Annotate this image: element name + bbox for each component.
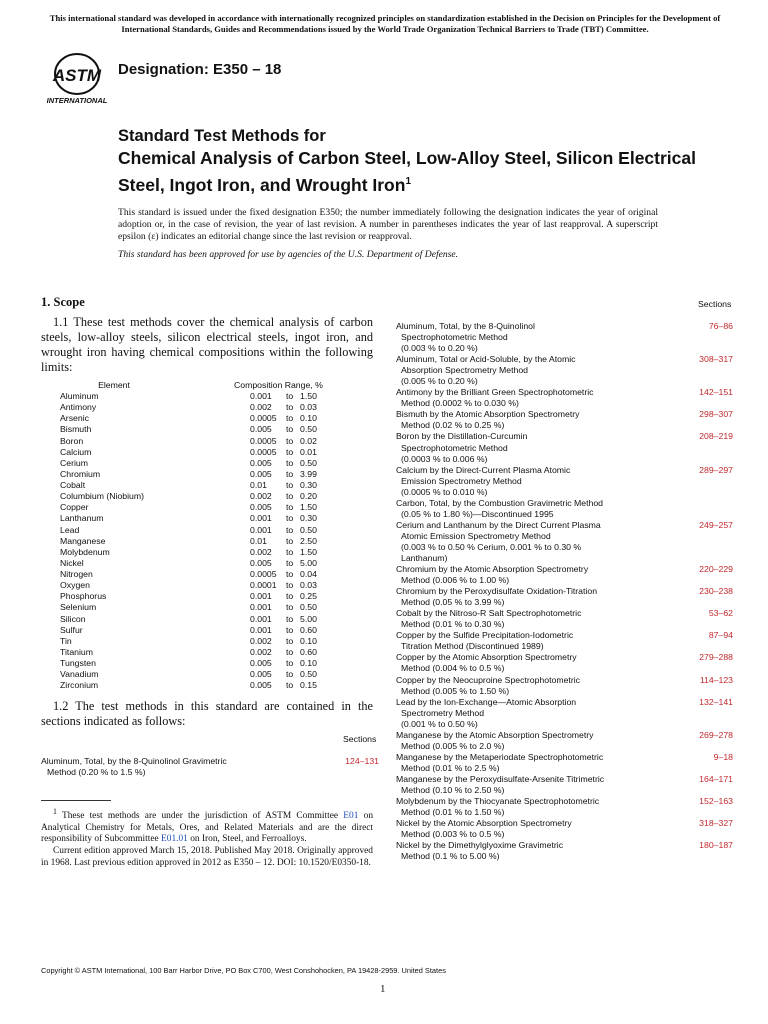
section-entry-line: Method (0.01 % to 0.30 %): [401, 619, 505, 630]
range-low: 0.001: [250, 591, 272, 602]
section-range-link[interactable]: 114–123: [699, 674, 733, 685]
section-entry: [396, 498, 733, 520]
committee-link[interactable]: E01: [343, 811, 359, 822]
composition-row: [60, 680, 350, 691]
range-high: 0.03: [300, 402, 317, 413]
range-to: to: [286, 413, 294, 424]
section-entry-line: Chromium by the Atomic Absorption Spectrometry: [396, 564, 589, 575]
range-low: 0.0005: [250, 413, 277, 424]
range-high: 0.04: [300, 569, 317, 579]
section-entry-line: Manganese by the Peroxydisulfate-Arsenite Titrimetric: [396, 773, 605, 784]
section-entry-line: Method (0.01 % to 1.50 %): [401, 807, 505, 818]
composition-row: [60, 424, 350, 435]
section-entry-line: Titration Method (Discontinued 1989): [401, 641, 544, 652]
element-name: Cerium: [60, 457, 88, 468]
footnote-text: on Analytical Chemistry for Metals, Ores, and Related Materials and are the direct responsibility of Subcommittee: [41, 811, 374, 845]
element-name: Nitrogen: [60, 569, 93, 579]
section-entry-text: [396, 431, 666, 464]
section-entry-line: (0.0005 % to 0.010 %): [401, 486, 488, 497]
composition-row: [60, 513, 350, 524]
footnote-edition: [41, 846, 373, 869]
section-entry-text: [396, 630, 666, 652]
section-entry-line: Aluminum, Total or Acid-Soluble, by the Atomic: [396, 354, 576, 365]
range-high: 0.10: [300, 413, 317, 424]
range-high: 1.50: [300, 502, 317, 513]
section-range-link[interactable]: 152–163: [699, 796, 733, 807]
element-name: Sulfur: [60, 624, 83, 635]
element-name: Copper: [60, 502, 89, 513]
section-entry-line: Method (0.01 % to 2.5 %): [401, 762, 500, 773]
range-high: 1.50: [300, 546, 317, 557]
range-to: to: [286, 635, 294, 646]
range-low: 0.005: [250, 557, 272, 568]
element-name: Arsenic: [60, 413, 89, 424]
element-name: Vanadium: [60, 669, 99, 680]
section-entry: [396, 586, 733, 608]
section-entry-line: Lead by the Ion-Exchange—Atomic Absorption: [396, 696, 577, 707]
sections-label-left: Sections: [343, 734, 377, 744]
section-range-link[interactable]: 208–219: [699, 431, 733, 442]
composition-row: [60, 625, 350, 636]
range-to: to: [286, 457, 294, 468]
element-name: Aluminum: [60, 391, 99, 401]
range-header: Composition Range, %: [234, 380, 323, 390]
range-to: to: [286, 491, 294, 502]
section-entry-line: Atomic Emission Spectrometry Method: [401, 530, 551, 541]
range-low: 0.005: [250, 502, 272, 513]
section-entry: [396, 564, 733, 586]
section-entry-line: Method (0.05 % to 3.99 %): [401, 597, 505, 608]
element-name: Tin: [60, 635, 72, 646]
section-range-link[interactable]: 269–278: [699, 729, 733, 740]
composition-row: [60, 502, 350, 513]
subcommittee-link[interactable]: E01.01: [161, 834, 188, 845]
composition-row: [60, 525, 350, 536]
range-high: 0.01: [300, 446, 317, 457]
composition-row: [60, 458, 350, 469]
range-high: 0.60: [300, 624, 317, 635]
section-range-link[interactable]: 132–141: [699, 696, 733, 707]
element-name: Nickel: [60, 557, 84, 568]
section-entry-text: [396, 321, 666, 354]
composition-row: [60, 669, 350, 680]
composition-row: [60, 447, 350, 458]
range-high: 0.60: [300, 646, 317, 657]
range-low: 0.005: [250, 669, 272, 680]
section-entry: [396, 840, 733, 862]
range-to: to: [286, 391, 294, 401]
range-low: 0.0001: [250, 580, 277, 591]
element-name: Chromium: [60, 468, 101, 479]
element-name: Manganese: [60, 535, 106, 546]
section-entry-text: [396, 564, 666, 586]
element-name: Selenium: [60, 602, 97, 613]
range-high: 0.15: [300, 680, 317, 691]
section-entry-text: [396, 796, 666, 818]
section-entry-line: Copper by the Atomic Absorption Spectrometry: [396, 652, 577, 663]
section-entry-line: Method (0.006 % to 1.00 %): [401, 575, 510, 586]
section-entry: [396, 796, 733, 818]
composition-row: [60, 480, 350, 491]
section-entry: [396, 354, 733, 387]
range-high: 0.20: [300, 491, 317, 502]
range-to: to: [286, 591, 294, 602]
range-high: 5.00: [300, 613, 317, 624]
composition-row: [60, 402, 350, 413]
range-high: 0.50: [300, 669, 317, 680]
section-entry-text: [396, 586, 666, 608]
range-to: to: [286, 502, 294, 513]
element-name: Columbium (Niobium): [60, 491, 144, 502]
section-entry-line: Calcium by the Direct-Current Plasma Atomic: [396, 464, 571, 475]
footnote-divider: [41, 800, 111, 801]
section-entry: [41, 756, 381, 778]
section-entry-text: [396, 730, 666, 752]
section-entry-line: Method (0.0002 % to 0.030 %): [401, 398, 519, 409]
section-entry-text: [396, 465, 666, 498]
element-name: Zirconium: [60, 680, 99, 691]
section-entry-text: [396, 675, 666, 697]
element-header: Element: [98, 380, 130, 390]
footnote-mark: 1: [53, 807, 57, 816]
section-entry-line: Copper by the Neocuproine Spectrophotometric: [396, 674, 580, 685]
footnote-text: on Iron, Steel, and Ferroalloys.: [187, 834, 307, 845]
section-range-link[interactable]: 230–238: [699, 586, 733, 597]
section-entry-text: [396, 697, 666, 730]
sections-label-right: Sections: [698, 299, 732, 309]
composition-row: [60, 569, 350, 580]
range-high: 3.99: [300, 468, 317, 479]
sections-list: [396, 321, 733, 862]
designation: Designation: E350 – 18: [118, 61, 282, 78]
section-entry-line: Cerium and Lanthanum by the Direct Current Plasma: [396, 519, 601, 530]
range-low: 0.0005: [250, 446, 277, 457]
section-entry-line: Method (0.1 % to 5.00 %): [401, 851, 500, 862]
section-range-link[interactable]: 279–288: [699, 652, 733, 663]
composition-row: [60, 469, 350, 480]
composition-row: [60, 536, 350, 547]
range-high: 0.03: [300, 580, 317, 591]
range-low: 0.005: [250, 658, 272, 668]
title-footnote-mark: 1: [405, 176, 411, 187]
section-entry-text: [396, 818, 666, 840]
composition-row: [60, 558, 350, 569]
section-range-link[interactable]: 76–86: [708, 321, 733, 331]
section-range-link[interactable]: 180–187: [699, 840, 733, 851]
astm-logo: [42, 52, 112, 107]
section-entry-line: Aluminum, Total, by the 8-Quinolinol: [396, 321, 535, 331]
section-entry-line: (0.003 % to 0.50 % Cerium, 0.001 % to 0.30 %: [401, 541, 582, 552]
section-range-link[interactable]: 164–171: [699, 773, 733, 784]
section-entry-line: Method (0.003 % to 0.5 %): [401, 829, 505, 840]
section-entry-text: [396, 774, 666, 796]
element-name: Molybdenum: [60, 546, 110, 557]
section-range-link[interactable]: 142–151: [699, 387, 733, 398]
range-to: to: [286, 480, 294, 490]
section-entry: [396, 387, 733, 409]
section-entry-line: Manganese by the Metaperiodate Spectrophotometric: [396, 751, 604, 762]
range-high: 0.10: [300, 658, 317, 668]
section-entry: [396, 818, 733, 840]
trade-banner: This international standard was developed in accordance with internationally recognized principles on standardization established in the Decision on Principles for the Development of International Standards, Guides and Recommendations issued by the World Trade Organization Technical Barriers to Trade (TBT) Committee.: [49, 13, 721, 34]
section-entry: [396, 409, 733, 431]
section-entry-text: [396, 498, 666, 520]
composition-row: [60, 491, 350, 502]
section-entry-text: [396, 520, 666, 564]
range-low: 0.005: [250, 457, 272, 468]
section-entry-line: Spectrometry Method: [401, 707, 485, 718]
range-to: to: [286, 535, 294, 546]
range-low: 0.0005: [250, 435, 277, 446]
section-entry-line: Lanthanum): [401, 552, 448, 563]
range-to: to: [286, 557, 294, 568]
element-name: Calcium: [60, 446, 92, 457]
paragraph-1-1: [41, 315, 373, 375]
section-entry: [396, 431, 733, 464]
title-line-1: Standard Test Methods for: [118, 127, 326, 145]
range-to: to: [286, 669, 294, 680]
range-low: 0.001: [250, 513, 272, 524]
section-entry-line: Method (0.005 % to 2.0 %): [401, 740, 505, 751]
section-entry-line: Method (0.10 % to 2.50 %): [401, 784, 505, 795]
range-high: 0.25: [300, 591, 317, 602]
range-low: 0.0005: [250, 569, 277, 579]
section-entry-text: [396, 409, 666, 431]
range-to: to: [286, 613, 294, 624]
section-entry-line: Carbon, Total, by the Combustion Gravimetric Method: [396, 497, 603, 508]
range-to: to: [286, 658, 294, 668]
composition-row: [60, 614, 350, 625]
composition-row: [60, 602, 350, 613]
section-range-link[interactable]: 87–94: [708, 630, 733, 641]
footnote-jurisdiction: [41, 806, 373, 846]
section-entry: [396, 608, 733, 630]
range-high: 0.30: [300, 480, 317, 490]
section-entry-text: [396, 652, 666, 674]
section-entry-line: Absorption Spectrometry Method: [401, 365, 528, 376]
footnote-edition-text: Current edition approved March 15, 2018. Published May 2018. Originally approved in 1968. Last previous edition approved in 2012 as E350 – 12. DOI: 10.1520/E0350-18.: [41, 845, 373, 868]
section-entry: [396, 675, 733, 697]
range-to: to: [286, 435, 294, 446]
logo-subtext: INTERNATIONAL: [46, 96, 108, 105]
range-high: 5.00: [300, 557, 317, 568]
range-to: to: [286, 446, 294, 457]
range-low: 0.002: [250, 546, 272, 557]
logo-text: ASTM: [52, 66, 102, 85]
paragraph-1-2-text: 1.2 The test methods in this standard are contained in the sections indicated as follows:: [41, 699, 373, 728]
range-low: 0.002: [250, 635, 272, 646]
section-entry-line: Nickel by the Atomic Absorption Spectrometry: [396, 818, 572, 829]
section-entry-line: Method (0.005 % to 1.50 %): [401, 685, 510, 696]
element-name: Antimony: [60, 402, 97, 413]
section-entry-line: (0.0003 % to 0.006 %): [401, 453, 488, 464]
composition-row: [60, 391, 350, 402]
composition-row: [60, 591, 350, 602]
section-entry-line: Emission Spectrometry Method: [401, 475, 522, 486]
section-range-link[interactable]: 220–229: [699, 564, 733, 575]
section-entry-line: Bismuth by the Atomic Absorption Spectrometry: [396, 409, 580, 420]
section-range-link[interactable]: 289–297: [699, 464, 733, 475]
range-low: 0.001: [250, 524, 272, 535]
range-to: to: [286, 468, 294, 479]
element-name: Lanthanum: [60, 513, 104, 524]
range-to: to: [286, 524, 294, 535]
section-entry-line: Nickel by the Dimethylglyoxime Gravimetric: [396, 840, 564, 851]
range-low: 0.001: [250, 602, 272, 613]
range-high: 0.50: [300, 524, 317, 535]
element-name: Silicon: [60, 613, 86, 624]
range-to: to: [286, 680, 294, 691]
range-low: 0.005: [250, 680, 272, 691]
range-low: 0.001: [250, 391, 272, 401]
section-entry-line: Method (0.20 % to 1.5 %): [47, 767, 146, 777]
range-low: 0.002: [250, 402, 272, 413]
range-to: to: [286, 580, 294, 591]
element-name: Cobalt: [60, 480, 86, 490]
element-name: Titanium: [60, 646, 93, 657]
range-low: 0.001: [250, 613, 272, 624]
section-entry: [396, 321, 733, 354]
paragraph-1-2: [41, 699, 373, 729]
section-entry-line: Copper by the Sulfide Precipitation-Iodometric: [396, 630, 574, 641]
section-entry-text: [396, 608, 666, 630]
element-name: Phosphorus: [60, 591, 107, 602]
element-name: Boron: [60, 435, 84, 446]
composition-row: [60, 547, 350, 558]
section-range-link[interactable]: 9–18: [713, 751, 733, 762]
section-range-link[interactable]: 298–307: [699, 409, 733, 420]
range-to: to: [286, 546, 294, 557]
section-entry-text: [396, 387, 666, 409]
section-entry-line: Boron by the Distillation-Curcumin: [396, 431, 528, 442]
composition-row: [60, 636, 350, 647]
section-entry-text: [396, 840, 666, 862]
range-low: 0.002: [250, 491, 272, 502]
section-entry: [396, 630, 733, 652]
copyright: Copyright © ASTM International, 100 Barr Harbor Drive, PO Box C700, West Conshohocken, PA 19428-2959. United States: [41, 966, 446, 975]
section-range-link[interactable]: 318–327: [699, 818, 733, 829]
range-high: 0.50: [300, 602, 317, 613]
range-high: 0.50: [300, 457, 317, 468]
section-entry: [396, 520, 733, 564]
range-to: to: [286, 402, 294, 413]
range-low: 0.01: [250, 535, 267, 546]
element-name: Tungsten: [60, 658, 96, 668]
section-entry-line: Spectrophotometric Method: [401, 332, 508, 343]
section-entry-line: Molybdenum by the Thiocyanate Spectrophotometric: [396, 796, 600, 807]
range-to: to: [286, 646, 294, 657]
element-name: Lead: [60, 524, 80, 535]
section-entry: [396, 774, 733, 796]
range-to: to: [286, 602, 294, 613]
approval-note: This standard has been approved for use by agencies of the U.S. Department of Defense.: [118, 249, 459, 260]
range-high: 2.50: [300, 535, 317, 546]
section-entry-text: [396, 752, 666, 774]
footnote-text: These test methods are under the jurisdiction of ASTM Committee: [56, 811, 344, 822]
section-entry-line: Cobalt by the Nitroso-R Salt Spectrophotometric: [396, 608, 582, 619]
range-high: 0.50: [300, 424, 317, 435]
section-entry: [396, 652, 733, 674]
element-name: Oxygen: [60, 580, 90, 591]
section-entry-line: (0.001 % to 0.50 %): [401, 718, 478, 729]
section-entry-line: (0.05 % to 1.80 %)—Discontinued 1995: [401, 508, 554, 519]
section-entry-line: Spectrophotometric Method: [401, 442, 508, 453]
scope-heading: 1. Scope: [41, 295, 85, 309]
section-entry-line: (0.005 % to 0.20 %): [401, 376, 478, 387]
range-high: 0.30: [300, 513, 317, 524]
section-range-link[interactable]: 249–257: [699, 519, 733, 530]
intro-paragraph: This standard is issued under the fixed designation E350; the number immediately following the designation indicates the year of original adoption or, in the case of revision, the year of last revision. A number in parentheses indicates the year of last reapproval. A superscript epsilon (ε) indicates an editorial change since the last revision or reapproval.: [118, 207, 658, 243]
composition-row: [60, 436, 350, 447]
range-low: 0.002: [250, 646, 272, 657]
section-entry-line: Antimony by the Brilliant Green Spectrophotometric: [396, 387, 594, 398]
composition-rows: [60, 391, 350, 691]
section-entry: [396, 752, 733, 774]
composition-header: [60, 380, 350, 391]
range-high: 0.10: [300, 635, 317, 646]
range-low: 0.01: [250, 480, 267, 490]
range-to: to: [286, 569, 294, 579]
element-name: Bismuth: [60, 424, 92, 435]
range-low: 0.005: [250, 468, 272, 479]
section-entry: [396, 730, 733, 752]
section-entry-line: Aluminum, Total, by the 8-Quinolinol Gravimetric: [41, 756, 227, 766]
section-entry-line: Chromium by the Peroxydisulfate Oxidation-Titration: [396, 586, 598, 597]
section-entry-line: (0.003 % to 0.20 %): [401, 343, 478, 354]
section-entry-line: Method (0.004 % to 0.5 %): [401, 663, 505, 674]
section-range-link[interactable]: 308–317: [699, 354, 733, 365]
composition-row: [60, 413, 350, 424]
range-low: 0.005: [250, 424, 272, 435]
section-entry: [396, 465, 733, 498]
section-range-link[interactable]: 124–131: [345, 756, 379, 766]
main-title-text: Chemical Analysis of Carbon Steel, Low-Alloy Steel, Silicon Electrical Steel, Ingot Iron, and Wrought Iron: [118, 148, 696, 195]
section-entry-line: Manganese by the Atomic Absorption Spectrometry: [396, 729, 594, 740]
section-entry: [396, 697, 733, 730]
footnote: [41, 806, 373, 869]
section-range-link[interactable]: 53–62: [708, 608, 733, 619]
range-high: 1.50: [300, 391, 317, 401]
paragraph-1-1-text: 1.1 These test methods cover the chemical analysis of carbon steels, low-alloy steels, silicon electrical steels, ingot iron, and wrought iron having chemical compositions within the following limits:: [41, 315, 373, 374]
range-to: to: [286, 624, 294, 635]
composition-row: [60, 658, 350, 669]
section-entry-line: Method (0.02 % to 0.25 %): [401, 420, 505, 431]
main-title: [118, 147, 718, 197]
page-number: 1: [380, 983, 386, 995]
composition-row: [60, 647, 350, 658]
range-to: to: [286, 513, 294, 524]
composition-row: [60, 580, 350, 591]
range-to: to: [286, 424, 294, 435]
range-low: 0.001: [250, 624, 272, 635]
section-entry-text: [396, 354, 666, 387]
range-high: 0.02: [300, 435, 317, 446]
composition-table: [60, 380, 350, 691]
